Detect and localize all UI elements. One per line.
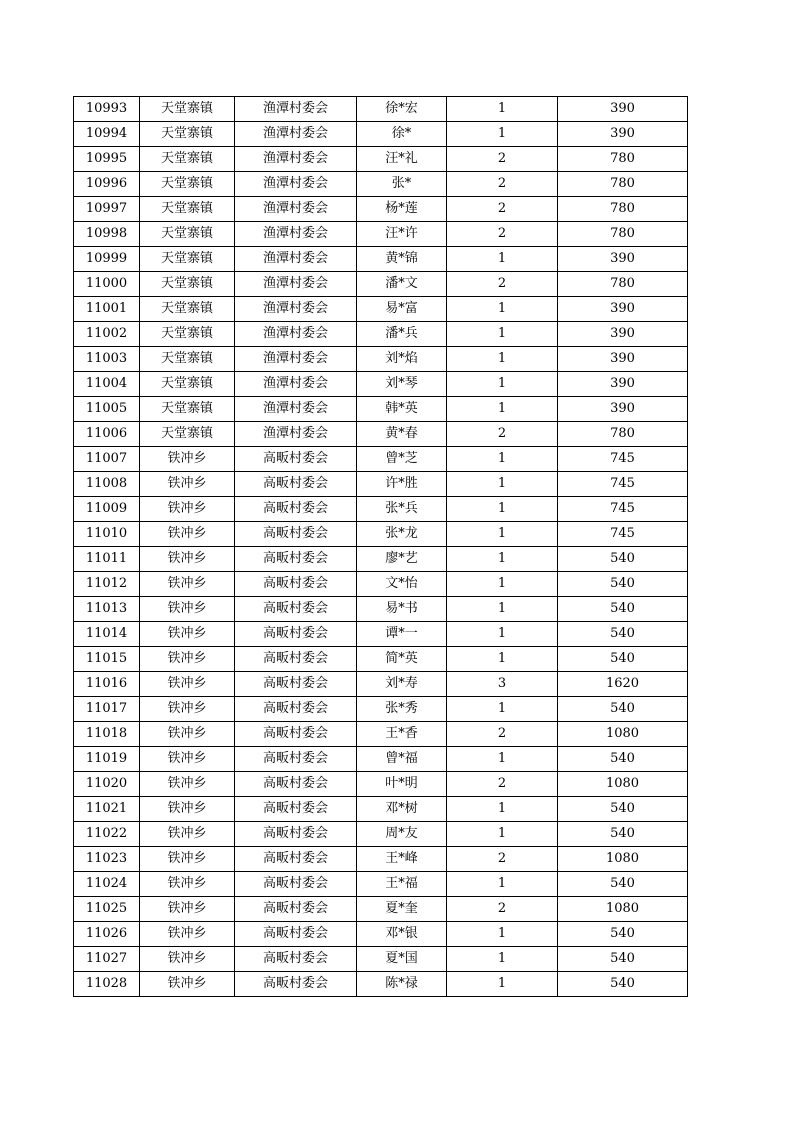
amount-cell: 540 xyxy=(558,947,688,972)
record-id-cell: 10996 xyxy=(74,172,140,197)
town-cell: 天堂寨镇 xyxy=(140,147,235,172)
town-cell: 铁冲乡 xyxy=(140,847,235,872)
village-committee-cell: 高畈村委会 xyxy=(235,647,357,672)
village-committee-cell: 渔潭村委会 xyxy=(235,347,357,372)
town-cell: 天堂寨镇 xyxy=(140,422,235,447)
village-committee-cell: 高畈村委会 xyxy=(235,522,357,547)
table-row xyxy=(74,897,688,922)
table-row xyxy=(74,547,688,572)
village-committee-cell: 渔潭村委会 xyxy=(235,372,357,397)
village-committee-cell: 渔潭村委会 xyxy=(235,172,357,197)
household-count-cell: 1 xyxy=(447,797,558,822)
table-row xyxy=(74,297,688,322)
amount-cell: 780 xyxy=(558,197,688,222)
table-row xyxy=(74,622,688,647)
record-id-cell: 11025 xyxy=(74,897,140,922)
table-row xyxy=(74,422,688,447)
village-committee-cell: 渔潭村委会 xyxy=(235,247,357,272)
name-cell: 邓*银 xyxy=(357,922,447,947)
record-id-cell: 10998 xyxy=(74,222,140,247)
table-row xyxy=(74,747,688,772)
village-committee-cell: 高畈村委会 xyxy=(235,697,357,722)
household-count-cell: 2 xyxy=(447,147,558,172)
name-cell: 叶*明 xyxy=(357,772,447,797)
amount-cell: 540 xyxy=(558,597,688,622)
table-row xyxy=(74,522,688,547)
town-cell: 天堂寨镇 xyxy=(140,297,235,322)
record-id-cell: 11018 xyxy=(74,722,140,747)
village-committee-cell: 渔潭村委会 xyxy=(235,397,357,422)
village-committee-cell: 高畈村委会 xyxy=(235,747,357,772)
table-row xyxy=(74,322,688,347)
household-count-cell: 1 xyxy=(447,547,558,572)
village-committee-cell: 高畈村委会 xyxy=(235,847,357,872)
town-cell: 铁冲乡 xyxy=(140,947,235,972)
amount-cell: 745 xyxy=(558,472,688,497)
table-row xyxy=(74,372,688,397)
name-cell: 陈*禄 xyxy=(357,972,447,997)
name-cell: 徐*宏 xyxy=(357,97,447,122)
name-cell: 徐* xyxy=(357,122,447,147)
record-id-cell: 11016 xyxy=(74,672,140,697)
town-cell: 铁冲乡 xyxy=(140,572,235,597)
village-committee-cell: 高畈村委会 xyxy=(235,972,357,997)
town-cell: 天堂寨镇 xyxy=(140,322,235,347)
table-row xyxy=(74,347,688,372)
town-cell: 天堂寨镇 xyxy=(140,347,235,372)
table-container xyxy=(73,96,688,997)
town-cell: 铁冲乡 xyxy=(140,647,235,672)
name-cell: 周*友 xyxy=(357,822,447,847)
record-id-cell: 11005 xyxy=(74,397,140,422)
record-id-cell: 11019 xyxy=(74,747,140,772)
village-committee-cell: 高畈村委会 xyxy=(235,772,357,797)
amount-cell: 390 xyxy=(558,347,688,372)
town-cell: 铁冲乡 xyxy=(140,747,235,772)
record-id-cell: 11028 xyxy=(74,972,140,997)
table-row xyxy=(74,97,688,122)
name-cell: 文*怡 xyxy=(357,572,447,597)
town-cell: 天堂寨镇 xyxy=(140,172,235,197)
table-row xyxy=(74,472,688,497)
town-cell: 铁冲乡 xyxy=(140,697,235,722)
amount-cell: 745 xyxy=(558,447,688,472)
household-count-cell: 1 xyxy=(447,747,558,772)
name-cell: 王*峰 xyxy=(357,847,447,872)
amount-cell: 1620 xyxy=(558,672,688,697)
table-row xyxy=(74,572,688,597)
record-id-cell: 11014 xyxy=(74,622,140,647)
record-id-cell: 11010 xyxy=(74,522,140,547)
village-committee-cell: 渔潭村委会 xyxy=(235,197,357,222)
village-committee-cell: 高畈村委会 xyxy=(235,822,357,847)
village-committee-cell: 渔潭村委会 xyxy=(235,97,357,122)
household-count-cell: 2 xyxy=(447,272,558,297)
town-cell: 铁冲乡 xyxy=(140,897,235,922)
record-id-cell: 11021 xyxy=(74,797,140,822)
amount-cell: 1080 xyxy=(558,722,688,747)
name-cell: 黄*锦 xyxy=(357,247,447,272)
amount-cell: 390 xyxy=(558,372,688,397)
town-cell: 天堂寨镇 xyxy=(140,372,235,397)
table-row xyxy=(74,272,688,297)
household-count-cell: 1 xyxy=(447,447,558,472)
record-id-cell: 11007 xyxy=(74,447,140,472)
amount-cell: 540 xyxy=(558,697,688,722)
table-row xyxy=(74,397,688,422)
village-committee-cell: 高畈村委会 xyxy=(235,797,357,822)
name-cell: 王*福 xyxy=(357,872,447,897)
village-committee-cell: 高畈村委会 xyxy=(235,472,357,497)
name-cell: 张* xyxy=(357,172,447,197)
household-count-cell: 1 xyxy=(447,122,558,147)
town-cell: 铁冲乡 xyxy=(140,822,235,847)
table-row xyxy=(74,147,688,172)
village-committee-cell: 渔潭村委会 xyxy=(235,297,357,322)
name-cell: 廖*艺 xyxy=(357,547,447,572)
town-cell: 铁冲乡 xyxy=(140,972,235,997)
town-cell: 天堂寨镇 xyxy=(140,197,235,222)
household-count-cell: 1 xyxy=(447,647,558,672)
name-cell: 汪*许 xyxy=(357,222,447,247)
village-committee-cell: 渔潭村委会 xyxy=(235,422,357,447)
amount-cell: 540 xyxy=(558,547,688,572)
record-id-cell: 11001 xyxy=(74,297,140,322)
town-cell: 铁冲乡 xyxy=(140,547,235,572)
record-id-cell: 11012 xyxy=(74,572,140,597)
record-id-cell: 11011 xyxy=(74,547,140,572)
household-count-cell: 1 xyxy=(447,572,558,597)
name-cell: 王*香 xyxy=(357,722,447,747)
table-row xyxy=(74,847,688,872)
village-committee-cell: 高畈村委会 xyxy=(235,447,357,472)
village-committee-cell: 渔潭村委会 xyxy=(235,147,357,172)
village-committee-cell: 高畈村委会 xyxy=(235,722,357,747)
amount-cell: 540 xyxy=(558,747,688,772)
town-cell: 铁冲乡 xyxy=(140,722,235,747)
town-cell: 铁冲乡 xyxy=(140,622,235,647)
record-id-cell: 11022 xyxy=(74,822,140,847)
amount-cell: 745 xyxy=(558,497,688,522)
name-cell: 潘*文 xyxy=(357,272,447,297)
name-cell: 韩*英 xyxy=(357,397,447,422)
name-cell: 许*胜 xyxy=(357,472,447,497)
name-cell: 黄*春 xyxy=(357,422,447,447)
table-row xyxy=(74,772,688,797)
table-row xyxy=(74,722,688,747)
household-count-cell: 1 xyxy=(447,497,558,522)
record-id-cell: 10995 xyxy=(74,147,140,172)
table-row xyxy=(74,497,688,522)
town-cell: 天堂寨镇 xyxy=(140,222,235,247)
village-committee-cell: 渔潭村委会 xyxy=(235,122,357,147)
table-row xyxy=(74,922,688,947)
record-id-cell: 11006 xyxy=(74,422,140,447)
amount-cell: 780 xyxy=(558,172,688,197)
amount-cell: 540 xyxy=(558,647,688,672)
household-count-cell: 2 xyxy=(447,897,558,922)
table-row xyxy=(74,647,688,672)
amount-cell: 780 xyxy=(558,272,688,297)
village-committee-cell: 高畈村委会 xyxy=(235,672,357,697)
village-committee-cell: 高畈村委会 xyxy=(235,497,357,522)
table-row xyxy=(74,597,688,622)
amount-cell: 540 xyxy=(558,797,688,822)
table-row xyxy=(74,247,688,272)
table-body xyxy=(74,97,688,997)
record-id-cell: 11026 xyxy=(74,922,140,947)
record-id-cell: 11023 xyxy=(74,847,140,872)
amount-cell: 540 xyxy=(558,572,688,597)
household-count-cell: 1 xyxy=(447,347,558,372)
village-committee-cell: 高畈村委会 xyxy=(235,947,357,972)
town-cell: 天堂寨镇 xyxy=(140,97,235,122)
record-id-cell: 11024 xyxy=(74,872,140,897)
village-committee-cell: 渔潭村委会 xyxy=(235,322,357,347)
village-committee-cell: 高畈村委会 xyxy=(235,572,357,597)
amount-cell: 540 xyxy=(558,972,688,997)
town-cell: 铁冲乡 xyxy=(140,797,235,822)
amount-cell: 1080 xyxy=(558,847,688,872)
name-cell: 刘*焰 xyxy=(357,347,447,372)
name-cell: 潘*兵 xyxy=(357,322,447,347)
town-cell: 铁冲乡 xyxy=(140,772,235,797)
amount-cell: 1080 xyxy=(558,897,688,922)
town-cell: 天堂寨镇 xyxy=(140,122,235,147)
amount-cell: 780 xyxy=(558,222,688,247)
amount-cell: 540 xyxy=(558,622,688,647)
household-count-cell: 1 xyxy=(447,822,558,847)
household-count-cell: 1 xyxy=(447,247,558,272)
table-row xyxy=(74,797,688,822)
household-count-cell: 1 xyxy=(447,97,558,122)
town-cell: 天堂寨镇 xyxy=(140,247,235,272)
amount-cell: 1080 xyxy=(558,772,688,797)
table-row xyxy=(74,447,688,472)
amount-cell: 780 xyxy=(558,422,688,447)
name-cell: 邓*树 xyxy=(357,797,447,822)
household-count-cell: 1 xyxy=(447,322,558,347)
table-row xyxy=(74,122,688,147)
town-cell: 天堂寨镇 xyxy=(140,272,235,297)
name-cell: 张*秀 xyxy=(357,697,447,722)
record-id-cell: 11003 xyxy=(74,347,140,372)
household-count-cell: 1 xyxy=(447,372,558,397)
record-id-cell: 10997 xyxy=(74,197,140,222)
name-cell: 简*英 xyxy=(357,647,447,672)
household-count-cell: 1 xyxy=(447,397,558,422)
village-committee-cell: 渔潭村委会 xyxy=(235,272,357,297)
village-committee-cell: 高畈村委会 xyxy=(235,622,357,647)
record-id-cell: 11020 xyxy=(74,772,140,797)
village-committee-cell: 高畈村委会 xyxy=(235,922,357,947)
name-cell: 杨*莲 xyxy=(357,197,447,222)
household-count-cell: 2 xyxy=(447,772,558,797)
village-committee-cell: 渔潭村委会 xyxy=(235,222,357,247)
record-id-cell: 11017 xyxy=(74,697,140,722)
record-id-cell: 11027 xyxy=(74,947,140,972)
household-count-cell: 1 xyxy=(447,472,558,497)
name-cell: 曾*芝 xyxy=(357,447,447,472)
amount-cell: 540 xyxy=(558,822,688,847)
record-id-cell: 11000 xyxy=(74,272,140,297)
amount-cell: 390 xyxy=(558,297,688,322)
name-cell: 曾*福 xyxy=(357,747,447,772)
amount-cell: 390 xyxy=(558,97,688,122)
table-row xyxy=(74,222,688,247)
town-cell: 铁冲乡 xyxy=(140,497,235,522)
data-table xyxy=(73,96,688,997)
record-id-cell: 11013 xyxy=(74,597,140,622)
name-cell: 谭*一 xyxy=(357,622,447,647)
record-id-cell: 10994 xyxy=(74,122,140,147)
household-count-cell: 2 xyxy=(447,172,558,197)
household-count-cell: 1 xyxy=(447,872,558,897)
name-cell: 汪*礼 xyxy=(357,147,447,172)
household-count-cell: 1 xyxy=(447,297,558,322)
household-count-cell: 2 xyxy=(447,847,558,872)
amount-cell: 745 xyxy=(558,522,688,547)
town-cell: 铁冲乡 xyxy=(140,447,235,472)
household-count-cell: 1 xyxy=(447,947,558,972)
amount-cell: 780 xyxy=(558,147,688,172)
household-count-cell: 1 xyxy=(447,697,558,722)
table-row xyxy=(74,872,688,897)
table-row xyxy=(74,672,688,697)
name-cell: 刘*琴 xyxy=(357,372,447,397)
household-count-cell: 1 xyxy=(447,922,558,947)
name-cell: 夏*奎 xyxy=(357,897,447,922)
village-committee-cell: 高畈村委会 xyxy=(235,897,357,922)
town-cell: 铁冲乡 xyxy=(140,522,235,547)
household-count-cell: 2 xyxy=(447,422,558,447)
town-cell: 铁冲乡 xyxy=(140,872,235,897)
town-cell: 天堂寨镇 xyxy=(140,397,235,422)
table-row xyxy=(74,822,688,847)
record-id-cell: 11009 xyxy=(74,497,140,522)
household-count-cell: 3 xyxy=(447,672,558,697)
town-cell: 铁冲乡 xyxy=(140,672,235,697)
town-cell: 铁冲乡 xyxy=(140,597,235,622)
household-count-cell: 2 xyxy=(447,222,558,247)
amount-cell: 540 xyxy=(558,872,688,897)
table-row xyxy=(74,972,688,997)
village-committee-cell: 高畈村委会 xyxy=(235,872,357,897)
record-id-cell: 10993 xyxy=(74,97,140,122)
household-count-cell: 1 xyxy=(447,622,558,647)
household-count-cell: 2 xyxy=(447,722,558,747)
amount-cell: 390 xyxy=(558,322,688,347)
record-id-cell: 10999 xyxy=(74,247,140,272)
amount-cell: 390 xyxy=(558,122,688,147)
household-count-cell: 1 xyxy=(447,597,558,622)
record-id-cell: 11008 xyxy=(74,472,140,497)
record-id-cell: 11015 xyxy=(74,647,140,672)
amount-cell: 540 xyxy=(558,922,688,947)
amount-cell: 390 xyxy=(558,397,688,422)
table-row xyxy=(74,697,688,722)
record-id-cell: 11002 xyxy=(74,322,140,347)
name-cell: 张*兵 xyxy=(357,497,447,522)
amount-cell: 390 xyxy=(558,247,688,272)
town-cell: 铁冲乡 xyxy=(140,472,235,497)
town-cell: 铁冲乡 xyxy=(140,922,235,947)
name-cell: 刘*寿 xyxy=(357,672,447,697)
village-committee-cell: 高畈村委会 xyxy=(235,547,357,572)
name-cell: 张*龙 xyxy=(357,522,447,547)
village-committee-cell: 高畈村委会 xyxy=(235,597,357,622)
name-cell: 易*书 xyxy=(357,597,447,622)
record-id-cell: 11004 xyxy=(74,372,140,397)
household-count-cell: 1 xyxy=(447,972,558,997)
household-count-cell: 2 xyxy=(447,197,558,222)
name-cell: 夏*国 xyxy=(357,947,447,972)
table-row xyxy=(74,197,688,222)
household-count-cell: 1 xyxy=(447,522,558,547)
table-row xyxy=(74,947,688,972)
name-cell: 易*富 xyxy=(357,297,447,322)
table-row xyxy=(74,172,688,197)
